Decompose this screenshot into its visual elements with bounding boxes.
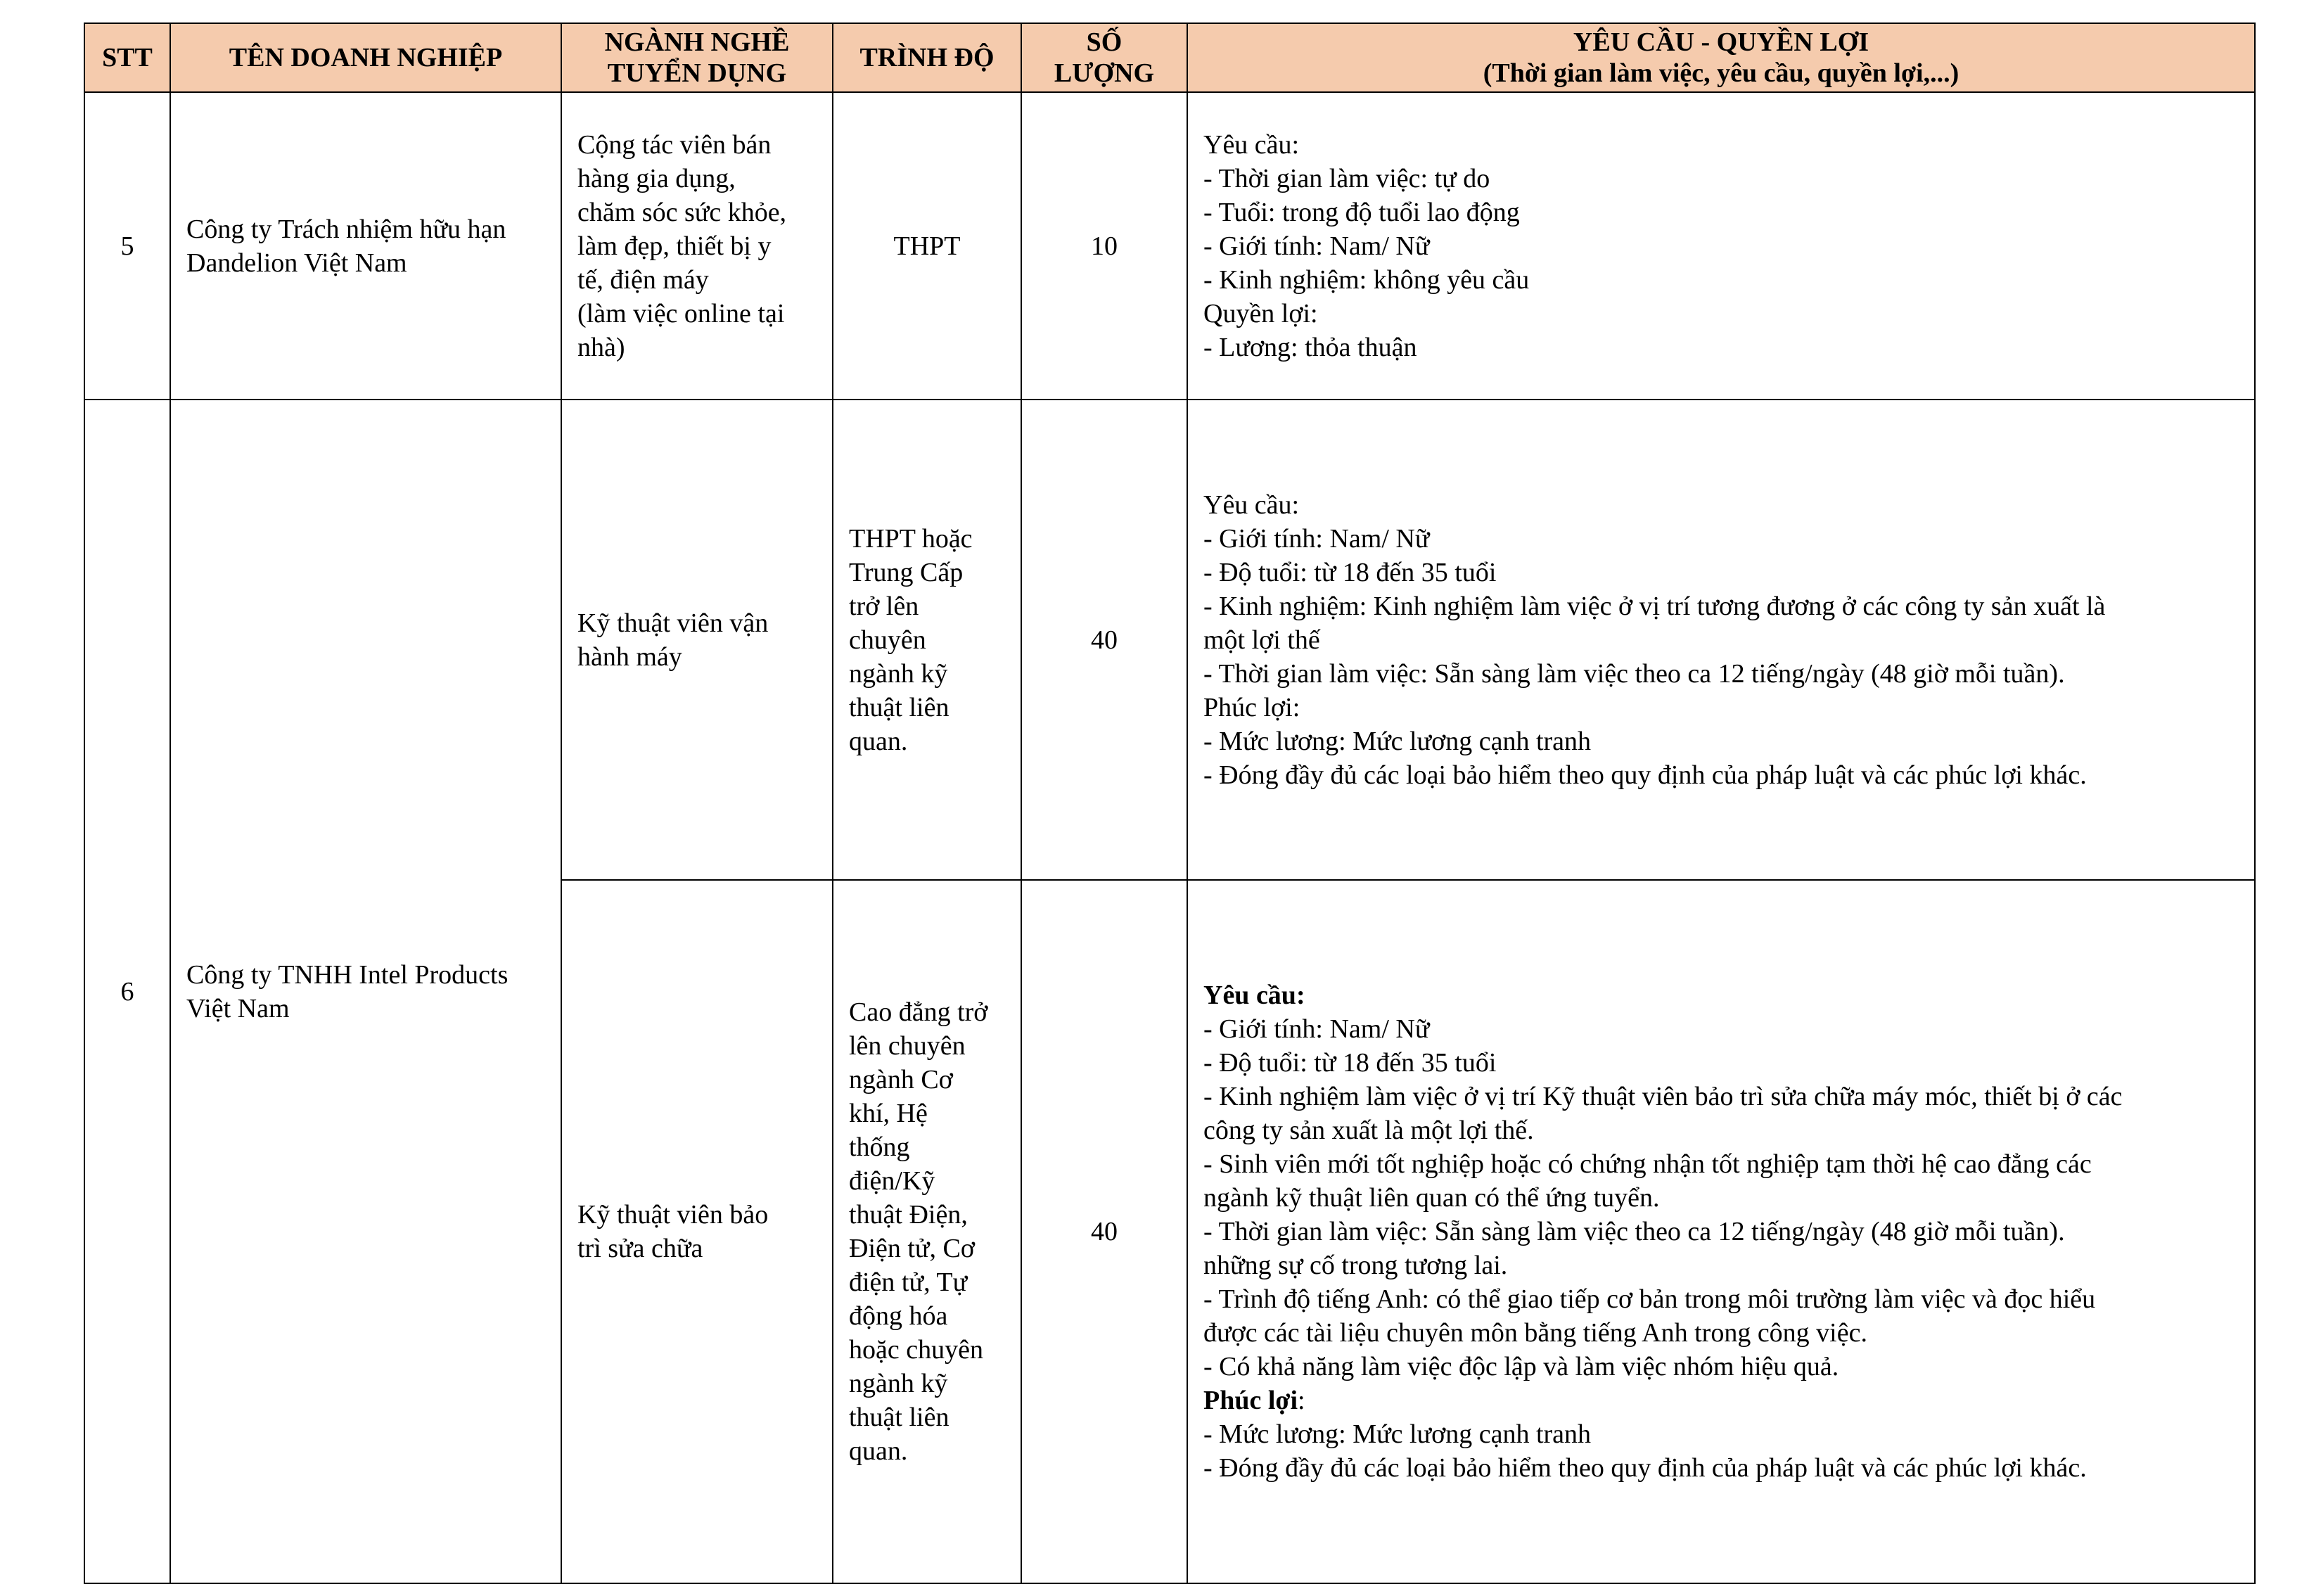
row-requirements: Yêu cầu: - Thời gian làm việc: tự do - Tuổi: trong độ tuổi lao động - Giới tính: Nam/ Nữ - Kinh nghiệm: không yêu cầu Quyền lợi: - Lương: thỏa thuận (1187, 92, 2255, 400)
header-quantity: SỐ LƯỢNG (1021, 23, 1187, 92)
table-row (84, 92, 2255, 400)
row-requirements: Yêu cầu: - Giới tính: Nam/ Nữ - Độ tuổi: từ 18 đến 35 tuổi - Kinh nghiệm làm việc ở vị trí Kỹ thuật viên bảo trì sửa chữa máy móc, thiết bị ở các công ty sản xuất là một lợi thế. - Sinh viên mới tốt nghiệp hoặc có chứng nhận tốt nghiệp tạm thời hệ cao đẳng các ngành kỹ thuật liên quan có thể ứng tuyển. - Thời gian làm việc: Sẵn sàng làm việc theo ca 12 tiếng/ngày (48 giờ mỗi tuần). những sự cố trong tương lai. - Trình độ tiếng Anh: có thể giao tiếp cơ bản trong môi trường làm việc và đọc hiểu được các tài liệu chuyên môn bằng tiếng Anh trong công việc. - Có khả năng làm việc độc lập và làm việc nhóm hiệu quả. Phúc lợi: - Mức lương: Mức lương cạnh tranh - Đóng đầy đủ các loại bảo hiểm theo quy định của pháp luật và các phúc lợi khác. (1187, 880, 2255, 1583)
benefits-heading: Phúc lợi: (1203, 1386, 1305, 1415)
row-quantity: 10 (1021, 92, 1187, 400)
header-stt: STT (84, 23, 170, 92)
row-company: Công ty TNHH Intel Products Việt Nam (170, 400, 561, 1583)
header-requirements: YÊU CẦU - QUYỀN LỢI (Thời gian làm việc, yêu cầu, quyền lợi,...) (1187, 23, 2255, 92)
requirements-heading: Yêu cầu: (1203, 981, 1305, 1010)
row-occupation: Cộng tác viên bán hàng gia dụng, chăm sóc sức khỏe, làm đẹp, thiết bị y tế, điện máy (làm việc online tại nhà) (561, 92, 833, 400)
header-level: TRÌNH ĐỘ (833, 23, 1021, 92)
row-occupation: Kỹ thuật viên vận hành máy (561, 400, 833, 880)
row-stt: 5 (84, 92, 170, 400)
row-level: THPT hoặc Trung Cấp trở lên chuyên ngành kỹ thuật liên quan. (833, 400, 1021, 880)
recruitment-table (84, 23, 2256, 1584)
row-quantity: 40 (1021, 880, 1187, 1583)
header-row (84, 23, 2255, 92)
header-company: TÊN DOANH NGHIỆP (170, 23, 561, 92)
row-stt: 6 (84, 400, 170, 1583)
row-company: Công ty Trách nhiệm hữu hạn Dandelion Việt Nam (170, 92, 561, 400)
row-requirements: Yêu cầu: - Giới tính: Nam/ Nữ - Độ tuổi: từ 18 đến 35 tuổi - Kinh nghiệm: Kinh nghiệm làm việc ở vị trí tương đương ở các công ty sản xuất là một lợi thế - Thời gian làm việc: Sẵn sàng làm việc theo ca 12 tiếng/ngày (48 giờ mỗi tuần). Phúc lợi: - Mức lương: Mức lương cạnh tranh - Đóng đầy đủ các loại bảo hiểm theo quy định của pháp luật và các phúc lợi khác. (1187, 400, 2255, 880)
table-row (84, 400, 2255, 880)
row-level: Cao đẳng trở lên chuyên ngành Cơ khí, Hệ thống điện/Kỹ thuật Điện, Điện tử, Cơ điện tử, Tự động hóa hoặc chuyên ngành kỹ thuật liên quan. (833, 880, 1021, 1583)
header-occupation: NGÀNH NGHỀ TUYỂN DỤNG (561, 23, 833, 92)
row-level: THPT (833, 92, 1021, 400)
row-quantity: 40 (1021, 400, 1187, 880)
row-occupation: Kỹ thuật viên bảo trì sửa chữa (561, 880, 833, 1583)
